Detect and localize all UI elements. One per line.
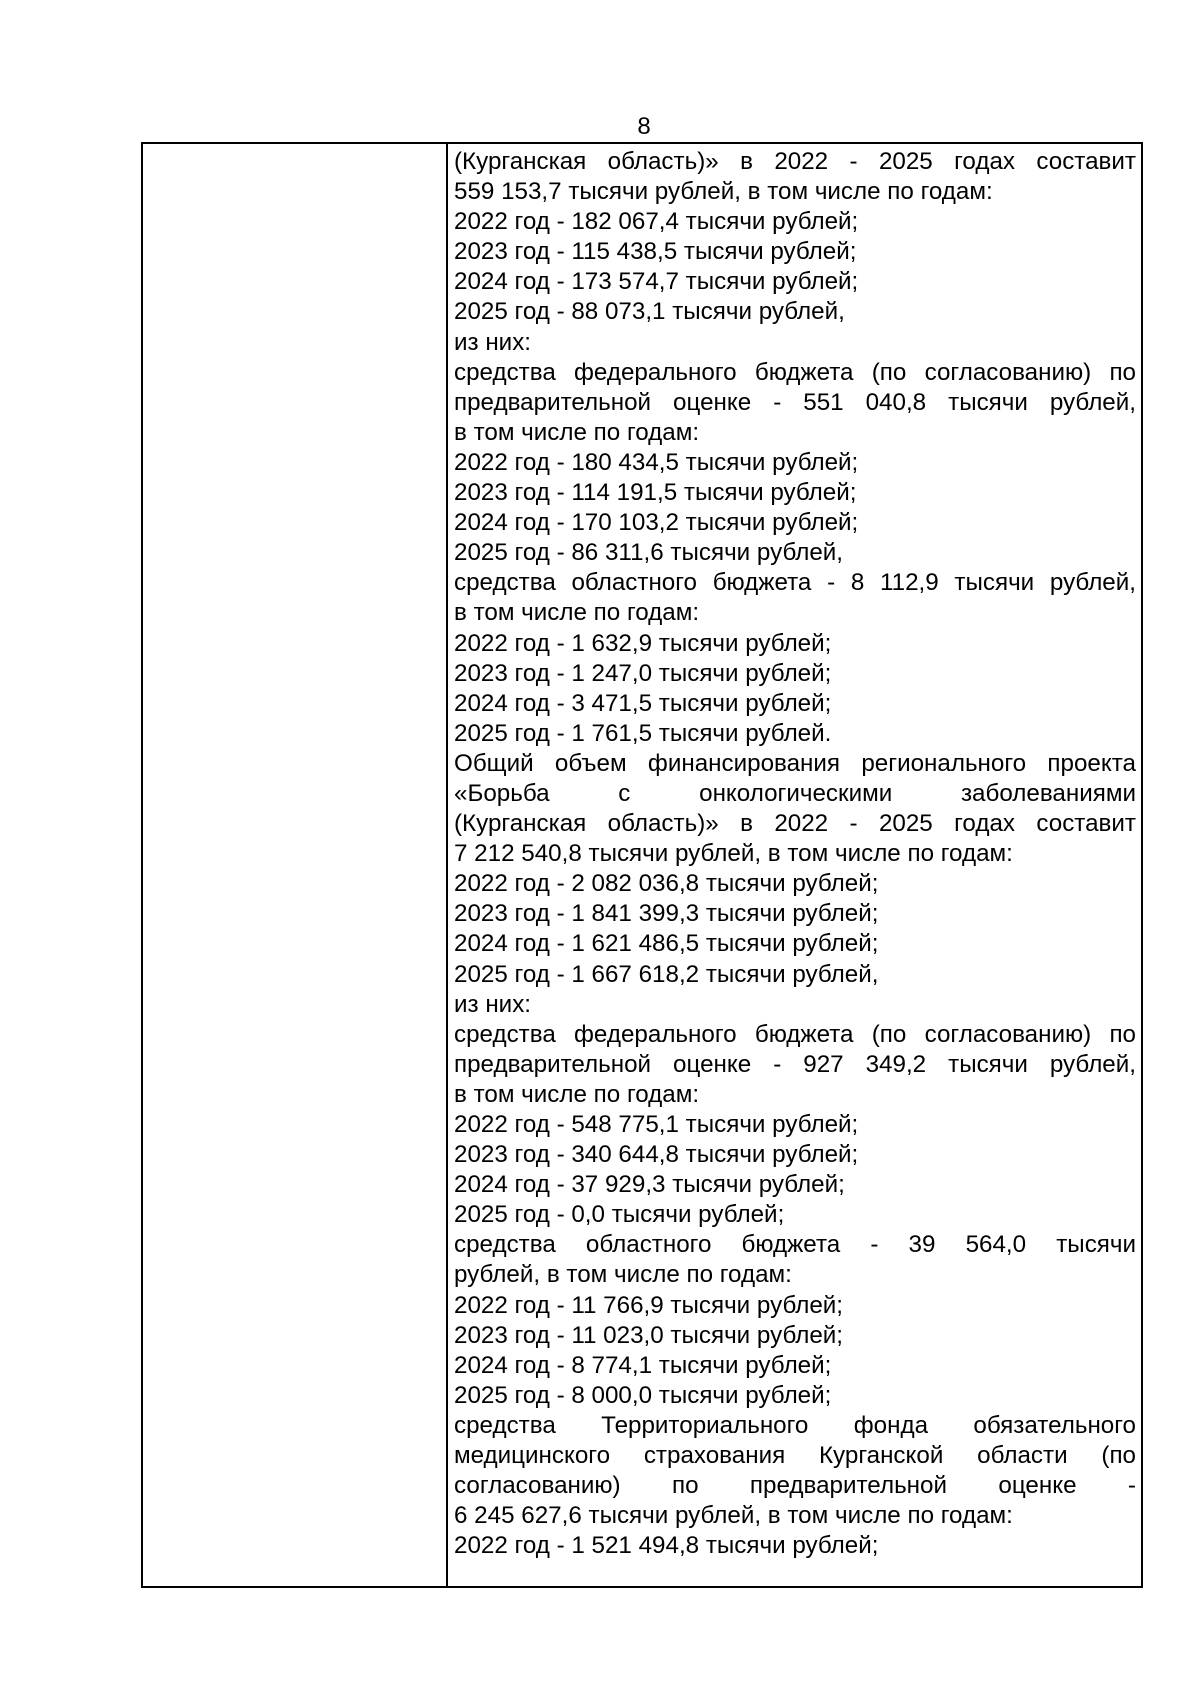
text-line: предварительной оценке - 551 040,8 тысячи рублей, <box>454 388 1136 416</box>
text-line: 2025 год - 1 761,5 тысячи рублей. <box>454 719 832 747</box>
text-line: 2024 год - 8 774,1 тысячи рублей; <box>454 1351 832 1379</box>
text-line: 2022 год - 11 766,9 тысячи рублей; <box>454 1291 844 1319</box>
text-line: в том числе по годам: <box>454 599 700 627</box>
text-line: 2025 год - 8 000,0 тысячи рублей; <box>454 1381 832 1409</box>
text-line: 2022 год - 182 067,4 тысячи рублей; <box>454 208 859 236</box>
text-line: из них: <box>454 990 532 1018</box>
text-line: «Борьба с онкологическими заболеваниями <box>454 779 1136 807</box>
text-line: 2023 год - 115 438,5 тысячи рублей; <box>454 238 857 266</box>
text-line: 2024 год - 1 621 486,5 тысячи рублей; <box>454 930 879 958</box>
text-line: медицинского страхования Курганской области (по <box>454 1442 1136 1470</box>
text-line: 2025 год - 1 667 618,2 тысячи рублей, <box>454 960 879 988</box>
text-line: средства областного бюджета - 8 112,9 тысячи рублей, <box>454 569 1136 597</box>
text-line: 2024 год - 173 574,7 тысячи рублей; <box>454 268 859 296</box>
text-line: 2025 год - 88 073,1 тысячи рублей, <box>454 298 845 326</box>
text-line: 2023 год - 1 247,0 тысячи рублей; <box>454 659 832 687</box>
text-line: 2023 год - 11 023,0 тысячи рублей; <box>454 1321 844 1349</box>
text-line: 2024 год - 37 929,3 тысячи рублей; <box>454 1171 845 1199</box>
text-line: 2025 год - 86 311,6 тысячи рублей, <box>454 539 844 567</box>
text-line: Общий объем финансирования регионального проекта <box>454 749 1136 777</box>
text-line: 2023 год - 1 841 399,3 тысячи рублей; <box>454 900 879 928</box>
text-line: предварительной оценке - 927 349,2 тысячи рублей, <box>454 1050 1136 1078</box>
text-line: средства федерального бюджета (по согласованию) по <box>454 358 1136 386</box>
text-line: (Курганская область)» в 2022 - 2025 годах составит <box>454 810 1136 838</box>
text-line: средства Территориального фонда обязательного <box>454 1411 1136 1439</box>
page-number: 8 <box>637 113 651 140</box>
text-line: 2022 год - 548 775,1 тысячи рублей; <box>454 1111 859 1138</box>
document-table <box>141 142 1143 1588</box>
text-line: 2022 год - 1 632,9 тысячи рублей; <box>454 629 832 657</box>
table-right-cell <box>448 144 1141 1586</box>
text-line: средства областного бюджета - 39 564,0 тысячи <box>454 1231 1136 1259</box>
text-line: согласованию) по предварительной оценке - <box>454 1472 1136 1500</box>
text-line: из них: <box>454 328 532 356</box>
text-line: 2023 год - 114 191,5 тысячи рублей; <box>454 479 857 507</box>
text-line: 2025 год - 0,0 тысячи рублей; <box>454 1201 785 1229</box>
text-line: средства федерального бюджета (по согласованию) по <box>454 1020 1136 1048</box>
text-line: 2022 год - 1 521 494,8 тысячи рублей; <box>454 1532 879 1560</box>
text-line: (Курганская область)» в 2022 - 2025 годах составит <box>454 148 1136 175</box>
text-line: 559 153,7 тысячи рублей, в том числе по годам: <box>454 178 993 206</box>
text-line: 2023 год - 340 644,8 тысячи рублей; <box>454 1141 859 1169</box>
text-line: в том числе по годам: <box>454 1080 700 1108</box>
text-line: рублей, в том числе по годам: <box>454 1261 792 1289</box>
text-line: 2024 год - 3 471,5 тысячи рублей; <box>454 689 832 717</box>
text-line: в том числе по годам: <box>454 418 700 446</box>
text-line: 6 245 627,6 тысячи рублей, в том числе по годам: <box>454 1502 1013 1530</box>
table-left-cell <box>143 144 448 1586</box>
text-line: 7 212 540,8 тысячи рублей, в том числе по годам: <box>454 840 1013 868</box>
text-line: 2024 год - 170 103,2 тысячи рублей; <box>454 509 859 537</box>
text-line: 2022 год - 180 434,5 тысячи рублей; <box>454 448 859 476</box>
text-line: 2022 год - 2 082 036,8 тысячи рублей; <box>454 870 879 898</box>
